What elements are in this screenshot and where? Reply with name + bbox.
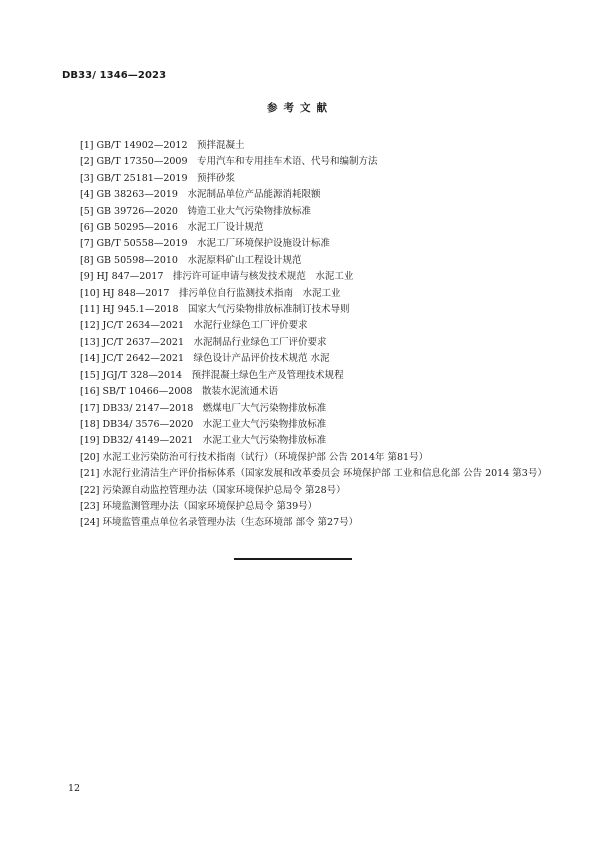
- reference-item: [80, 171, 550, 187]
- reference-number: [24]: [80, 517, 100, 529]
- reference-item: [80, 187, 550, 203]
- reference-number: [17]: [80, 402, 100, 414]
- reference-item: [80, 368, 550, 384]
- reference-text: DB32/ 4149—2021 水泥工业大气污染物排放标准: [102, 435, 327, 447]
- reference-text: DB33/ 2147—2018 燃煤电厂大气污染物排放标准: [102, 402, 327, 414]
- reference-item: [80, 515, 550, 531]
- reference-text: HJ 945.1—2018 国家大气污染物排放标准制订技术导则: [102, 304, 350, 316]
- reference-text: GB/T 14902—2012 预拌混凝土: [96, 140, 245, 151]
- reference-text: 环境监管重点单位名录管理办法（生态环境部 部令 第27号）: [102, 517, 359, 529]
- reference-item: [80, 302, 550, 318]
- reference-number: [12]: [80, 320, 100, 332]
- reference-number: [9]: [80, 271, 94, 283]
- page-number: 12: [68, 783, 81, 794]
- reference-number: [21]: [80, 468, 100, 480]
- reference-item: [80, 318, 550, 334]
- reference-text: GB/T 25181—2019 预拌砂浆: [96, 172, 235, 184]
- page-title: 参考文献: [267, 102, 333, 114]
- reference-number: [7]: [80, 238, 94, 250]
- reference-text: GB/T 50558—2019 水泥工厂环境保护设施设计标准: [96, 238, 330, 250]
- reference-text: JC/T 2634—2021 水泥行业绿色工厂评价要求: [102, 320, 308, 332]
- reference-number: [23]: [80, 500, 100, 512]
- reference-number: [8]: [80, 254, 94, 266]
- reference-item: [80, 138, 550, 154]
- reference-item: [80, 236, 550, 252]
- reference-item: [80, 335, 550, 351]
- reference-list: [80, 138, 550, 532]
- reference-item: [80, 417, 550, 433]
- reference-item: [80, 154, 550, 170]
- reference-item: [80, 204, 550, 220]
- reference-item: [80, 253, 550, 269]
- reference-number: [19]: [80, 435, 100, 447]
- reference-number: [1]: [80, 140, 94, 151]
- reference-text: GB 50295—2016 水泥工厂设计规范: [96, 222, 264, 234]
- reference-item: [80, 269, 550, 285]
- reference-text: 环境监测管理办法（国家环境保护总局令 第39号）: [102, 500, 318, 512]
- reference-item: [80, 286, 550, 302]
- reference-number: [5]: [80, 205, 94, 217]
- reference-text: SB/T 10466—2008 散装水泥流通术语: [102, 386, 278, 398]
- reference-text: DB34/ 3576—2020 水泥工业大气污染物排放标准: [102, 418, 327, 430]
- reference-number: [18]: [80, 418, 100, 430]
- reference-text: GB 38263—2019 水泥制品单位产品能源消耗限额: [96, 189, 321, 201]
- reference-text: GB 39726—2020 铸造工业大气污染物排放标准: [96, 205, 311, 217]
- reference-number: [16]: [80, 386, 100, 398]
- reference-number: [11]: [80, 304, 100, 316]
- reference-item: [80, 351, 550, 367]
- reference-text: JC/T 2637—2021 水泥制品行业绿色工厂评价要求: [102, 336, 327, 348]
- document-code: DB33/ 1346—2023: [62, 70, 167, 81]
- reference-item: [80, 499, 550, 515]
- reference-item: [80, 220, 550, 236]
- reference-number: [15]: [80, 369, 100, 381]
- reference-text: 水泥行业清洁生产评价指标体系（国家发展和改革委员会 环境保护部 工业和信息化部 公告 2014 第3号）: [102, 468, 547, 480]
- reference-item: [80, 433, 550, 449]
- reference-text: HJ 847—2017 排污许可证申请与核发技术规范 水泥工业: [96, 271, 354, 283]
- reference-item: [80, 384, 550, 400]
- reference-number: [20]: [80, 451, 100, 463]
- reference-number: [6]: [80, 222, 94, 234]
- reference-text: JGJ/T 328—2014 预拌混凝土绿色生产及管理技术规程: [102, 369, 344, 381]
- reference-item: [80, 466, 550, 482]
- reference-text: 污染源自动监控管理办法（国家环境保护总局令 第28号）: [102, 484, 346, 496]
- reference-text: GB/T 17350—2009 专用汽车和专用挂车术语、代号和编制方法: [96, 156, 378, 168]
- reference-number: [3]: [80, 172, 94, 184]
- reference-text: HJ 848—2017 排污单位自行监测技术指南 水泥工业: [102, 287, 341, 299]
- reference-number: [4]: [80, 189, 94, 201]
- reference-item: [80, 450, 550, 466]
- reference-item: [80, 401, 550, 417]
- reference-text: GB 50598—2010 水泥原料矿山工程设计规范: [96, 254, 302, 266]
- reference-number: [13]: [80, 336, 100, 348]
- reference-number: [14]: [80, 353, 100, 365]
- reference-text: JC/T 2642—2021 绿色设计产品评价技术规范 水泥: [102, 353, 330, 365]
- end-divider: [234, 558, 352, 560]
- reference-number: [2]: [80, 156, 94, 168]
- reference-item: [80, 483, 550, 499]
- reference-number: [10]: [80, 287, 100, 299]
- reference-number: [22]: [80, 484, 100, 496]
- reference-text: 水泥工业污染防治可行技术指南（试行）（环境保护部 公告 2014年 第81号）: [102, 451, 429, 463]
